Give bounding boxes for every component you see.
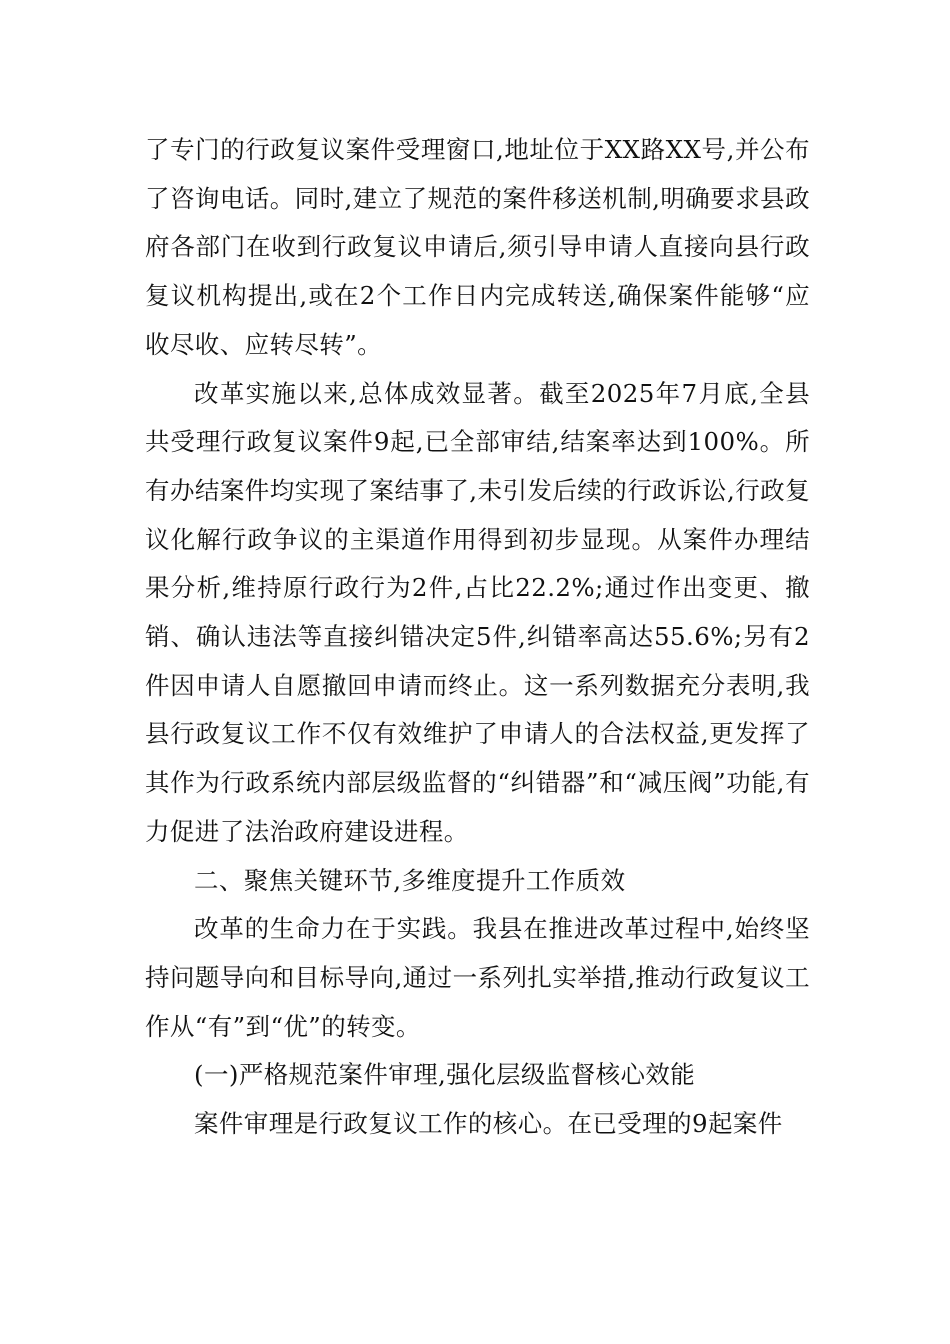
- section-heading: 二、聚焦关键环节,多维度提升工作质效: [194, 865, 626, 895]
- paragraph-case-review: 案件审理是行政复议工作的核心。在已受理的9起案件: [194, 1109, 783, 1139]
- paragraph-continued: 了专门的行政复议案件受理窗口,地址位于XX路XX号,并公布了咨询电话。同时,建立了规范的案件移送机制,明确要求县政府各部门在收到行政复议申请后,须引导申请人直接向县行政复议机构提出,或在2个工作日内完成转送,确保案件能够“应收尽收、应转尽转”。: [145, 135, 810, 359]
- paragraph-reform-results: 改革实施以来,总体成效显著。截至2025年7月底,全县共受理行政复议案件9起,已全部审结,结案率达到100%。所有办结案件均实现了案结事了,未引发后续的行政诉讼,行政复议化解行政争议的主渠道作用得到初步显现。从案件办理结果分析,维持原行政行为2件,占比22.2%;通过作出变更、撤销、确认违法等直接纠错决定5件,纠错率高达55.6%;另有2件因申请人自愿撤回申请而终止。这一系列数据充分表明,我县行政复议工作不仅有效维护了申请人的合法权益,更发挥了其作为行政系统内部层级监督的“纠错器”和“减压阀”功能,有力促进了法治政府建设进程。: [145, 378, 810, 846]
- subsection-heading: (一)严格规范案件审理,强化层级监督核心效能: [194, 1060, 696, 1090]
- document-body: [145, 126, 810, 1149]
- paragraph-practice: 改革的生命力在于实践。我县在推进改革过程中,始终坚持问题导向和目标导向,通过一系列扎实举措,推动行政复议工作从“有”到“优”的转变。: [145, 914, 810, 1041]
